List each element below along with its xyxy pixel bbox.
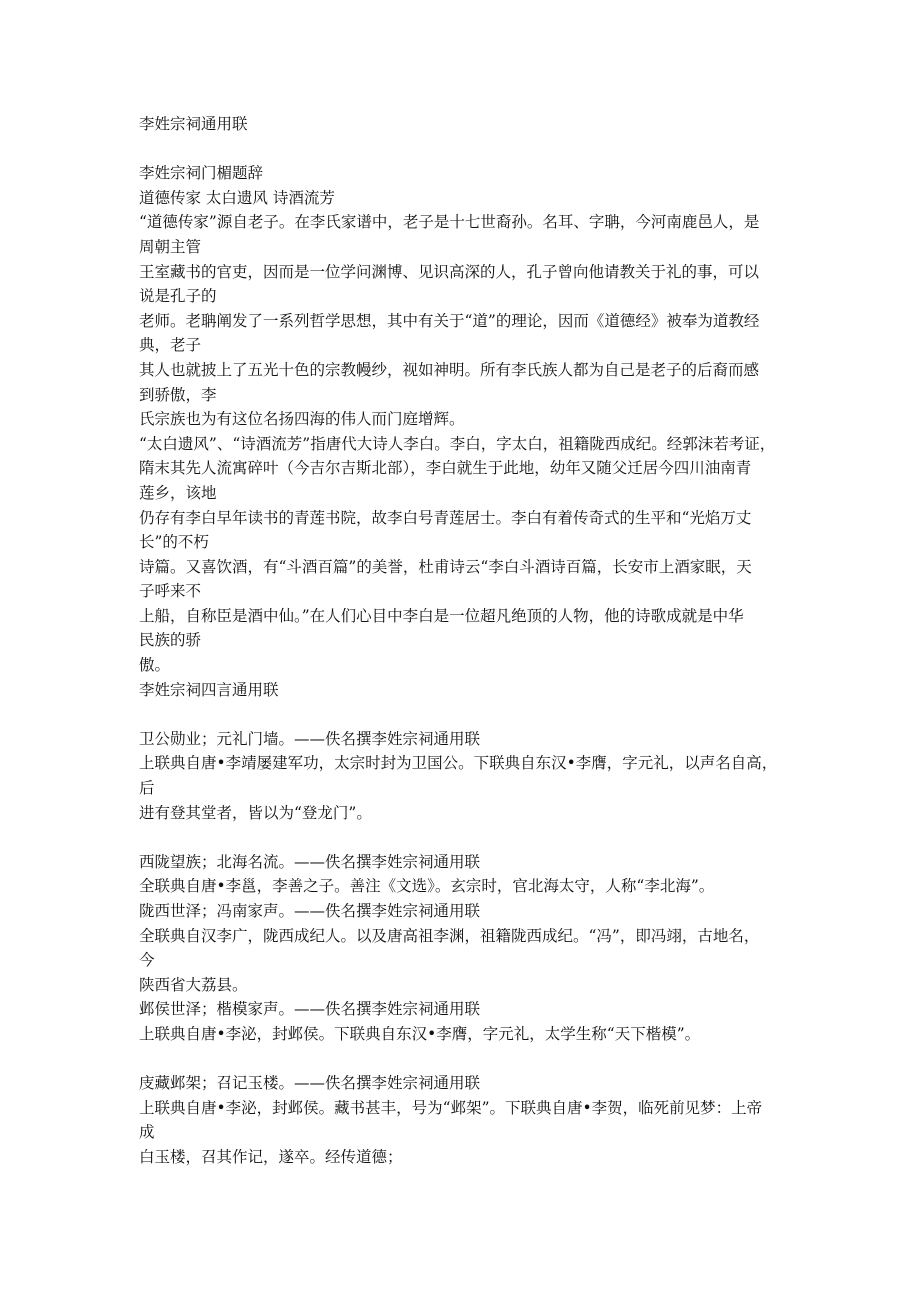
paragraph-line: 上联典自唐•李泌，封邺侯。藏书甚丰，号为“邺架”。下联典自唐•李贺，临死前见梦：上帝 (139, 1098, 763, 1117)
paragraph-line: 白玉楼，召其作记，遂卒。经传道德； (139, 1147, 403, 1166)
paragraph-line: 上船，自称臣是酒中仙。”在人们心目中李白是一位超凡绝顶的人物，他的诗歌成就是中华 (139, 606, 744, 625)
paragraph-line: 全联典自唐•李邕，李善之子。善注《文选》。玄宗时，官北海太守，人称“李北海”。 (139, 877, 715, 896)
blank-line (139, 825, 789, 850)
paragraph-line: 老师。老聃阐发了一系列哲学思想，其中有关于“道”的理论，因而《道德经》被奉为道教经 (139, 311, 760, 330)
paragraph-line: 傲。 (139, 656, 171, 675)
paragraph-line: 上联典自唐•李靖屡建军功，太宗时封为卫国公。下联典自东汉•李膺，字元礼，以声名自高， (139, 754, 778, 773)
couplet-line: 西陇望族；北海名流。——佚名撰李姓宗祠通用联 (139, 852, 481, 871)
paragraph-line: 成 (139, 1123, 155, 1142)
document-title: 李姓宗祠通用联 (139, 115, 248, 133)
section-heading-door-inscription: 李姓宗祠门楣题辞 (139, 164, 264, 183)
paragraph-line: 说是孔子的 (139, 287, 217, 306)
paragraph-line: 民族的骄 (139, 631, 202, 650)
paragraph-line: 莲乡，该地 (139, 483, 217, 502)
section-heading-four-character: 李姓宗祠四言通用联 (139, 680, 279, 699)
paragraph-line: 陕西省大荔县。 (139, 975, 248, 994)
paragraph-line: 进有登其堂者，皆以为“登龙门”。 (139, 803, 372, 822)
document-page (139, 112, 789, 1170)
blank-line (139, 137, 789, 162)
paragraph-line: 周朝主管 (139, 237, 202, 256)
paragraph-line: 隋末其先人流寓碎叶（今吉尔吉斯北部），李白就生于此地，幼年又随父迁居今四川油南青 (139, 459, 752, 478)
blank-line (139, 1047, 789, 1072)
paragraph-line: 子呼来不 (139, 582, 202, 601)
paragraph-line: 全联典自汉李广，陇西成纪人。以及唐高祖李渊，祖籍陇西成纪。“冯”，即冯翊，古地名， (139, 926, 760, 945)
paragraph-line: 王室藏书的官吏，因而是一位学问渊博、见识高深的人，孔子曾向他请教关于礼的事，可以 (139, 262, 760, 281)
couplet-line: 卫公勋业；元礼门墙。——佚名撰李姓宗祠通用联 (139, 729, 481, 748)
paragraph-line: 诗篇。又喜饮酒，有“斗酒百篇”的美誉，杜甫诗云“李白斗酒诗百篇，长安市上酒家眠，天 (139, 557, 752, 576)
paragraph-line: 典，老子 (139, 336, 202, 355)
paragraph-line: “太白遗风”、“诗酒流芳”指唐代大诗人李白。李白，字太白，祖籍陇西成纪。经郭沫若考证， (139, 434, 776, 453)
blank-line (139, 702, 789, 727)
couplet-line: 邺侯世泽；楷模家声。——佚名撰李姓宗祠通用联 (139, 1000, 481, 1019)
paragraph-line: “道德传家”源自老子。在李氏家谱中，老子是十七世裔孙。名耳、字聃，今河南鹿邑人，是 (139, 213, 760, 232)
paragraph-line: 仍存有李白早年读书的青莲书院，故李白号青莲居士。李白有着传奇式的生平和“光焰万丈 (139, 508, 752, 527)
paragraph-line: 到骄傲，李 (139, 385, 217, 404)
paragraph-line: 其人也就披上了五光十色的宗教幔纱，视如神明。所有李氏族人都为自己是老子的后裔而感 (139, 360, 760, 379)
couplet-line: 庋藏邺架；召记玉楼。——佚名撰李姓宗祠通用联 (139, 1074, 481, 1093)
paragraph-line: 后 (139, 779, 155, 798)
couplet-line: 陇西世泽；冯南家声。——佚名撰李姓宗祠通用联 (139, 902, 481, 920)
paragraph-line: 今 (139, 951, 155, 970)
paragraph-line: 氏宗族也为有这位名扬四海的伟人而门庭增辉。 (139, 410, 465, 429)
paragraph-line: 长”的不朽 (139, 533, 209, 552)
inscription-text: 道德传家 太白遗风 诗酒流芳 (139, 188, 335, 207)
paragraph-line: 上联典自唐•李泌，封邺侯。下联典自东汉•李膺，字元礼，太学生称“天下楷模”。 (139, 1024, 701, 1043)
